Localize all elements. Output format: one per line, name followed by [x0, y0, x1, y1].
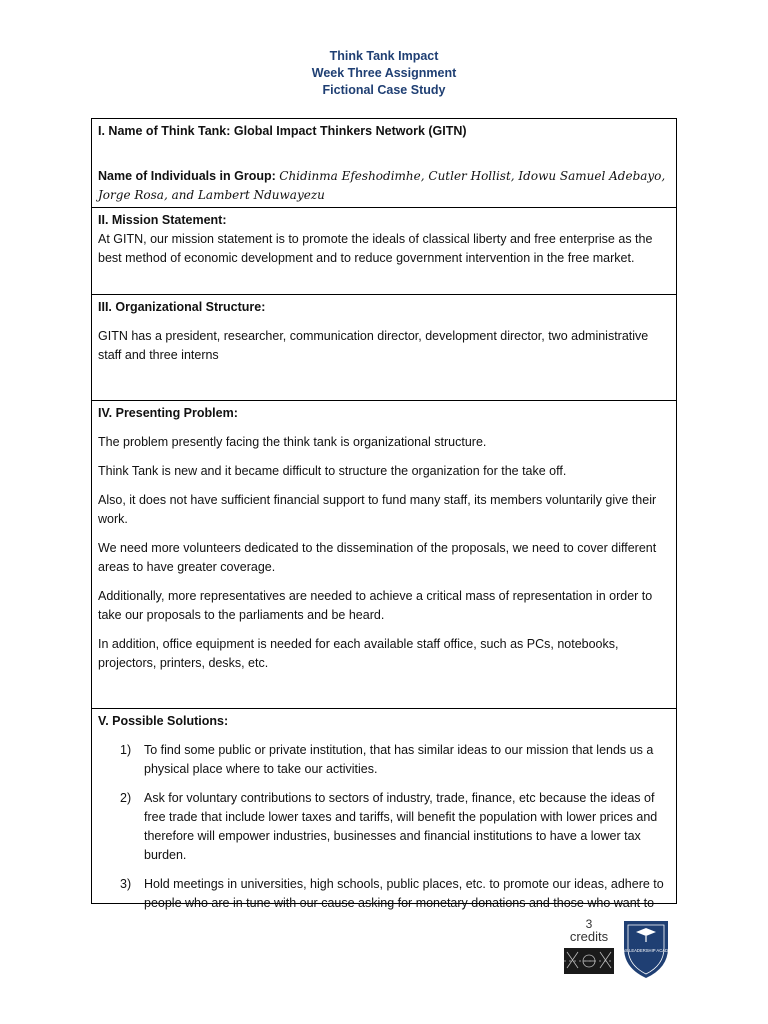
document-header	[0, 48, 768, 99]
credits-number: 3	[585, 917, 593, 931]
header-title: Think Tank Impact	[329, 49, 439, 63]
credits-pattern-icon	[564, 948, 614, 974]
credits-label: credits	[569, 929, 609, 944]
list-item-text: Ask for voluntary contributions to sectors of industry, trade, finance, etc because the ideas of free trade that include lower taxes and tariffs, will benefit the population with lower prices and therefore will empower industries, businesses and financial institutions to have a lower tax burden.	[144, 791, 658, 862]
structure-text: GITN has a president, researcher, communication director, development director, two administrative staff and three interns	[98, 329, 649, 362]
section-mission-statement	[92, 208, 676, 295]
list-item	[98, 741, 670, 779]
group-members	[98, 167, 670, 205]
footer-logo	[560, 917, 678, 980]
list-item-text: To find some public or private institution, that has similar ideas to our mission that lends us a physical place where to take our activities.	[144, 743, 654, 776]
problem-paragraph: Also, it does not have sufficient financial support to fund many staff, its members voluntarily give their work.	[98, 493, 657, 526]
credits-badge	[560, 918, 618, 980]
solutions-list	[98, 741, 670, 913]
problem-paragraph: The problem presently facing the think tank is organizational structure.	[98, 435, 487, 449]
mission-heading: II. Mission Statement:	[98, 213, 227, 227]
group-names: Chidinma Efeshodimhe, Cutler Hollist, Idowu Samuel Adebayo, Jorge Rosa, and Lambert Nduwayezu	[98, 169, 666, 202]
problem-paragraph: In addition, office equipment is needed for each available staff office, such as PCs, notebooks, projectors, printers, desks, etc.	[98, 637, 619, 670]
problem-heading: IV. Presenting Problem:	[98, 406, 238, 420]
solutions-heading: V. Possible Solutions:	[98, 714, 229, 728]
list-item	[98, 789, 670, 865]
section-possible-solutions	[92, 709, 676, 909]
problem-paragraph: We need more volunteers dedicated to the dissemination of the proposals, we need to cover different areas to have greater coverage.	[98, 541, 657, 574]
list-item-number: 1)	[120, 743, 132, 757]
list-item-number: 3)	[120, 877, 132, 891]
header-case-study: Fictional Case Study	[322, 83, 446, 97]
problem-paragraph: Additionally, more representatives are needed to achieve a critical mass of representation in order to take our proposals to the parliaments and be heard.	[98, 589, 653, 622]
section-think-tank-name	[92, 119, 676, 208]
group-label: Name of Individuals in Group:	[98, 169, 280, 183]
academy-shield-icon	[614, 918, 678, 980]
list-item-number: 2)	[120, 791, 132, 805]
think-tank-name-heading: I. Name of Think Tank: Global Impact Thinkers Network (GITN)	[98, 124, 467, 138]
case-study-table	[91, 118, 677, 910]
section-presenting-problem	[92, 401, 676, 709]
list-item	[98, 875, 670, 913]
list-item-text: Hold meetings in universities, high schools, public places, etc. to promote our ideas, adhere to people who are in tune with our cause asking for monetary donations and those who want to	[144, 877, 664, 910]
section-organizational-structure	[92, 295, 676, 401]
header-subtitle: Week Three Assignment	[311, 66, 457, 80]
mission-text: At GITN, our mission statement is to promote the ideals of classical liberty and free enterprise as the best method of economic development and to reduce government intervention in the free market.	[98, 232, 653, 265]
structure-heading: III. Organizational Structure:	[98, 300, 266, 314]
problem-paragraph: Think Tank is new and it became difficult to structure the organization for the take off.	[98, 464, 567, 478]
shield-text: ATLAS LEADERSHIP ACADEMY	[614, 948, 678, 953]
